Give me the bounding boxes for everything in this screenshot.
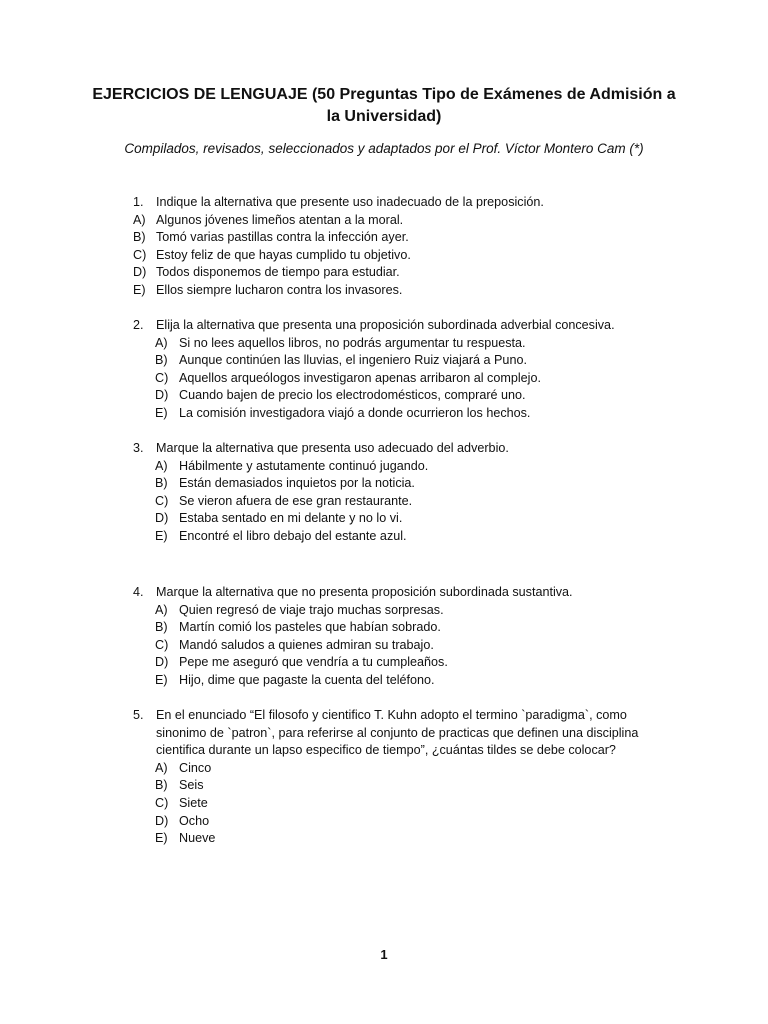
option-text: Algunos jóvenes limeños atentan a la moral. [156, 212, 404, 227]
option-text: Aunque continúen las lluvias, el ingeniero Ruiz viajará a Puno. [179, 353, 527, 368]
option-text: Siete [179, 795, 208, 810]
answer-option-e [133, 405, 653, 423]
answer-option-d [133, 387, 653, 405]
option-letter: A) [133, 212, 146, 227]
answer-option-b [133, 352, 653, 370]
answer-option-b [133, 229, 653, 247]
answer-option-d [133, 654, 653, 672]
question-3 [133, 440, 653, 546]
option-letter: D) [155, 813, 169, 828]
answer-option-c [133, 795, 653, 813]
option-text: Estaba sentado en mi delante y no lo vi. [179, 511, 403, 526]
option-text: Tomó varias pastillas contra la infección ayer. [156, 230, 409, 245]
question-number: 1. [133, 195, 144, 209]
option-letter: B) [155, 778, 168, 793]
document-subtitle: Compilados, revisados, seleccionados y adaptados por el Prof. Víctor Montero Cam (*) [124, 141, 644, 156]
option-letter: B) [133, 230, 146, 245]
option-letter: B) [155, 476, 168, 491]
option-letter: A) [155, 760, 168, 775]
option-letter: E) [155, 405, 168, 420]
option-letter: E) [155, 528, 168, 543]
option-text: Seis [179, 778, 204, 793]
question-number: 5. [133, 708, 144, 722]
question-stem [133, 440, 653, 458]
option-letter: B) [155, 620, 168, 635]
question-number: 2. [133, 318, 144, 332]
option-letter: A) [155, 602, 168, 617]
option-text: Nueve [179, 831, 216, 846]
question-text: En el enunciado “El filosofo y cientifico T. Kuhn adopto el termino `paradigma`, como sinonimo de `patron`, para referirse al conjunto de practicas que definen una disciplina cientifica durante un lapso especifico de tiempo”, ¿cuántas tildes se debe colocar? [156, 708, 639, 758]
option-letter: A) [155, 458, 168, 473]
option-text: Cinco [179, 760, 212, 775]
option-text: La comisión investigadora viajó a donde ocurrieron los hechos. [179, 405, 531, 420]
question-stem [133, 194, 653, 212]
answer-option-e [133, 830, 653, 848]
answer-option-b [133, 475, 653, 493]
question-stem [133, 584, 653, 602]
option-text: Se vieron afuera de ese gran restaurante. [179, 493, 413, 508]
option-letter: D) [155, 388, 169, 403]
option-text: Ocho [179, 813, 210, 828]
question-text: Marque la alternativa que no presenta proposición subordinada sustantiva. [156, 585, 573, 599]
option-text: Estoy feliz de que hayas cumplido tu objetivo. [156, 247, 411, 262]
question-number: 3. [133, 441, 144, 455]
answer-option-e [133, 528, 653, 546]
page-number: 1 [380, 947, 388, 962]
option-letter: B) [155, 353, 168, 368]
option-letter: A) [155, 335, 168, 350]
question-text: Indique la alternativa que presente uso inadecuado de la preposición. [156, 195, 544, 209]
option-text: Quien regresó de viaje trajo muchas sorpresas. [179, 602, 444, 617]
option-text: Pepe me aseguró que vendría a tu cumpleaños. [179, 655, 448, 670]
option-letter: C) [155, 795, 169, 810]
question-text: Elija la alternativa que presenta una proposición subordinada adverbial concesiva. [156, 318, 615, 332]
option-letter: D) [133, 265, 147, 280]
option-letter: E) [133, 282, 146, 297]
answer-option-c [133, 247, 653, 265]
question-stem [133, 317, 653, 335]
option-letter: C) [155, 493, 169, 508]
answer-option-b [133, 619, 653, 637]
option-text: Cuando bajen de precio los electrodomésticos, compraré uno. [179, 388, 526, 403]
option-text: Están demasiados inquietos por la noticia. [179, 476, 415, 491]
option-text: Ellos siempre lucharon contra los invasores. [156, 282, 403, 297]
document-title: EJERCICIOS DE LENGUAJE (50 Preguntas Tipo de Exámenes de Admisión a la Universidad) [92, 86, 676, 125]
option-letter: C) [133, 247, 147, 262]
question-text: Marque la alternativa que presenta uso adecuado del adverbio. [156, 441, 509, 455]
answer-option-d [133, 813, 653, 831]
option-text: Hijo, dime que pagaste la cuenta del teléfono. [179, 672, 435, 687]
answer-option-c [133, 637, 653, 655]
answer-option-a [133, 602, 653, 620]
answer-option-a [133, 458, 653, 476]
option-text: Todos disponemos de tiempo para estudiar. [156, 265, 400, 280]
option-text: Aquellos arqueólogos investigaron apenas arribaron al complejo. [179, 370, 541, 385]
option-letter: C) [155, 370, 169, 385]
answer-option-e [133, 282, 653, 300]
option-text: Hábilmente y astutamente continuó jugando. [179, 458, 429, 473]
option-letter: D) [155, 511, 169, 526]
option-letter: E) [155, 672, 168, 687]
question-2 [133, 317, 653, 423]
question-1 [133, 194, 653, 300]
answer-option-a [133, 212, 653, 230]
option-text: Si no lees aquellos libros, no podrás argumentar tu respuesta. [179, 335, 526, 350]
question-number: 4. [133, 585, 144, 599]
option-letter: E) [155, 831, 168, 846]
answer-option-a [133, 760, 653, 778]
answer-option-c [133, 493, 653, 511]
question-4 [133, 584, 653, 690]
option-text: Encontré el libro debajo del estante azul. [179, 528, 407, 543]
answer-option-d [133, 264, 653, 282]
answer-option-d [133, 510, 653, 528]
question-5 [133, 707, 653, 848]
option-letter: C) [155, 637, 169, 652]
option-text: Mandó saludos a quienes admiran su trabajo. [179, 637, 434, 652]
answer-option-b [133, 777, 653, 795]
option-letter: D) [155, 655, 169, 670]
option-text: Martín comió los pasteles que habían sobrado. [179, 620, 441, 635]
question-stem [133, 707, 653, 760]
answer-option-e [133, 672, 653, 690]
answer-option-a [133, 335, 653, 353]
answer-option-c [133, 370, 653, 388]
